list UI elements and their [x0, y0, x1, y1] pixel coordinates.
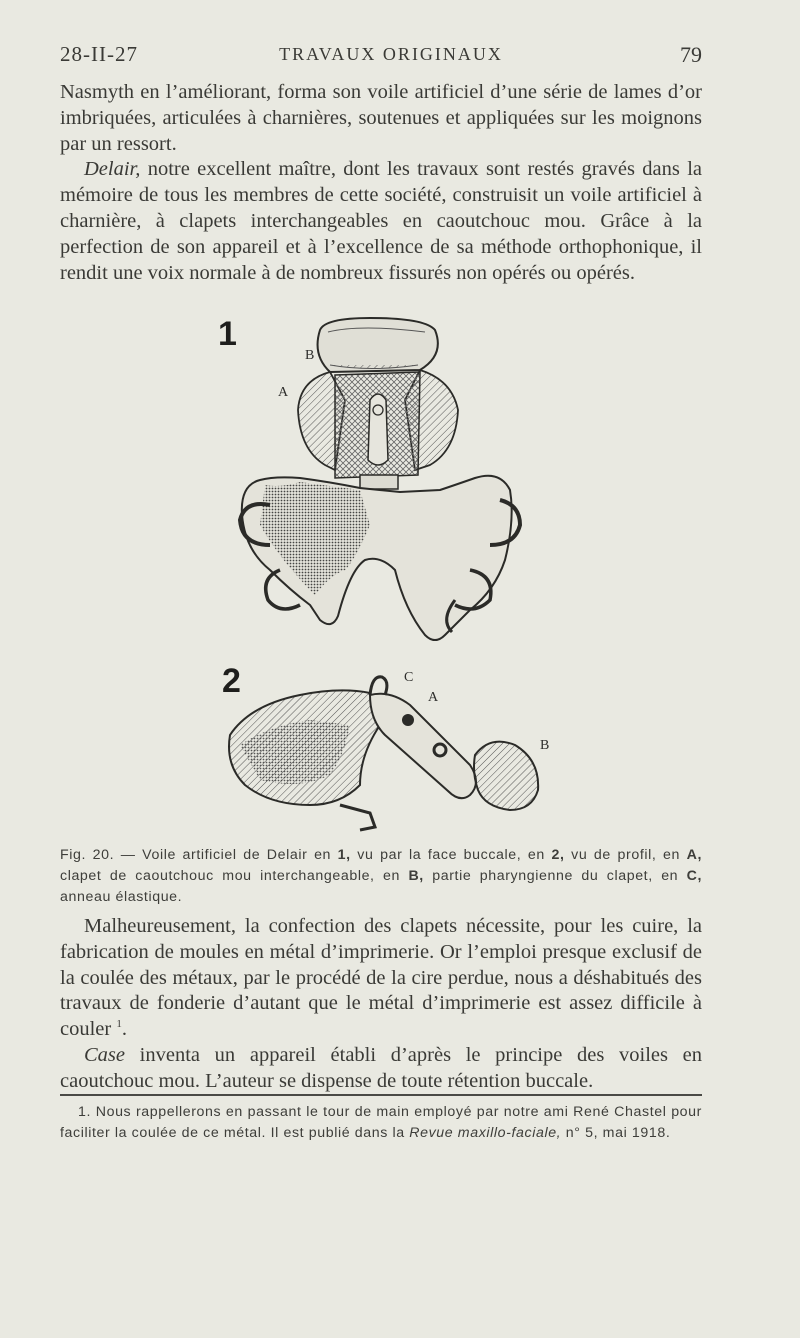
- footnote: [60, 1102, 702, 1144]
- footnote-reference: 1: [116, 1018, 122, 1031]
- label-a-view-2: A: [428, 690, 439, 705]
- label-a-view-1: A: [278, 385, 289, 400]
- figure-20: [0, 310, 800, 840]
- figure-caption: [60, 845, 702, 908]
- caption-text-1: vu par la face buccale, en: [350, 847, 552, 863]
- figure-view-2-number: 2: [222, 662, 241, 700]
- caption-ref-b: B,: [408, 868, 424, 884]
- paragraph-clapets: [60, 914, 702, 1043]
- label-c-view-2: C: [404, 670, 414, 685]
- page-number: 79: [680, 42, 702, 67]
- footnote-divider: [60, 1094, 702, 1096]
- caption-text-3: clapet de caoutchouc mou interchangeable, en: [60, 868, 409, 884]
- palatal-veil-illustration-view-1: [220, 310, 540, 655]
- paragraph-delair: [60, 157, 702, 286]
- paragraph-case-text: inventa un appareil établi d’après le principe des voiles en caoutchouc mou. L’auteur se dispense de toute rétention buccale.: [60, 1043, 702, 1092]
- paragraph-clapets-end: .: [121, 1018, 127, 1041]
- caption-lead: Fig. 20. — Voile artificiel de Delair en: [60, 847, 338, 863]
- caption-text-2: vu de profil, en: [564, 847, 687, 863]
- footnote-journal: Revue maxillo-faciale,: [409, 1125, 562, 1141]
- paragraph-case: [60, 1043, 702, 1095]
- author-name-delair: Delair,: [84, 158, 141, 181]
- footnote-text: 1. Nous rappellerons en passant le tour de main employé par notre ami René Chastel pour faciliter la coulée de ce métal. Il est publié dans la: [60, 1104, 702, 1141]
- caption-ref-2: 2,: [551, 847, 565, 863]
- body-text-top: [60, 80, 702, 286]
- caption-text-4: partie pharyngienne du clapet, en: [423, 868, 687, 884]
- caption-ref-1: 1,: [337, 847, 351, 863]
- label-b-view-1: B: [305, 348, 315, 363]
- figure-view-1-number: 1: [218, 315, 237, 353]
- paragraph-nasmyth: Nasmyth en l’améliorant, forma son voile artificiel d’une série de lames d’or imbriquées, articulées à charnières, soutenues et appliquées sur les moignons par un ressort.: [60, 81, 702, 155]
- label-b-view-2: B: [540, 738, 550, 753]
- caption-text-5: anneau élastique.: [60, 889, 183, 905]
- footnote-end: n° 5, mai 1918.: [561, 1125, 671, 1141]
- caption-ref-a: A,: [686, 847, 702, 863]
- caption-ref-c: C,: [686, 868, 702, 884]
- header-date: 28-II-27: [60, 42, 138, 66]
- paragraph-delair-text: notre excellent maître, dont les travaux sont restés gravés dans la mémoire de tous les membres de cette société, construisit un voile artificiel à charnière, à clapets interchangeables en caoutchouc mou. Grâce à la perfection de son appareil et à l’excellence de sa méthode orthophonique, il rendit une voix normale à de nombreux fissurés non opérés ou opérés.: [60, 158, 702, 284]
- running-title: TRAVAUX ORIGINAUX: [279, 44, 503, 64]
- body-text-bottom: [60, 914, 702, 1095]
- paragraph-clapets-text: Malheureusement, la confection des clapets nécessite, pour les cuire, la fabrication de moules en métal d’imprimerie. Or l’emploi presque exclusif de la coulée des métaux, par le procédé de la cire perdue, nous a déshabitués des travaux de fonderie d’autant que le métal d’imprimerie est assez difficile à couler: [60, 915, 702, 1041]
- palatal-veil-illustration-view-2: [220, 665, 550, 835]
- page-header: [60, 42, 702, 72]
- author-name-case: Case: [84, 1043, 125, 1066]
